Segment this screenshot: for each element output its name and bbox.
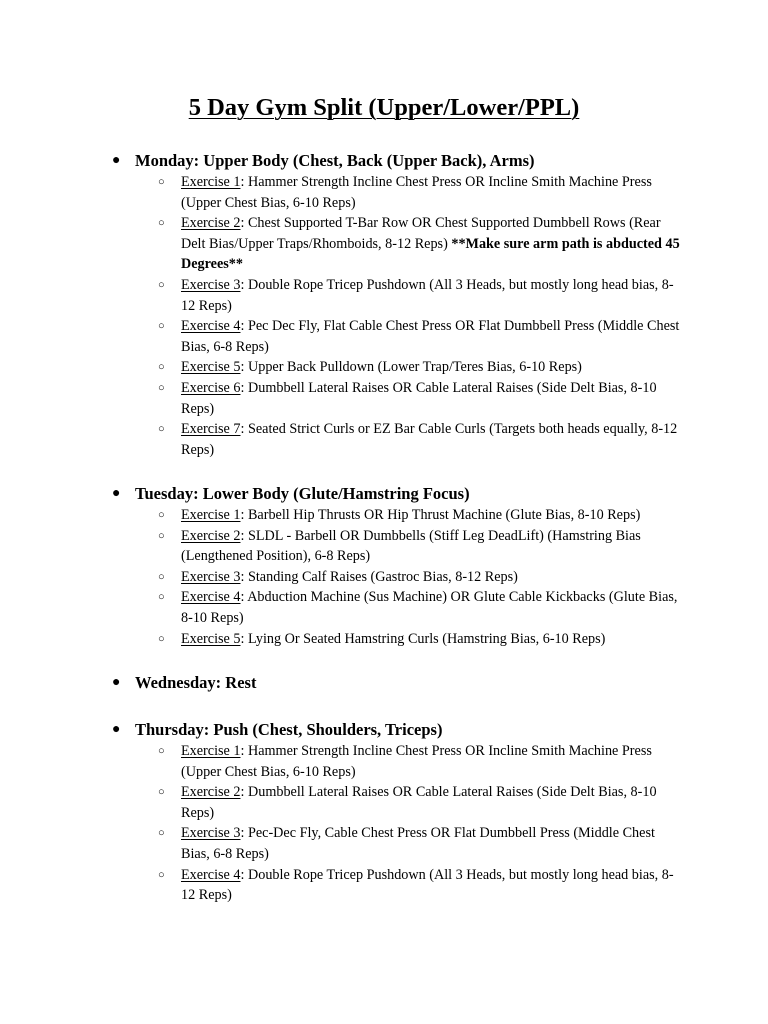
bullet-icon: ● bbox=[112, 722, 121, 737]
exercise-description: : Chest Supported T-Bar Row OR Chest Supported Dumbbell Rows (Rear Delt Bias/Upper Traps/Rhomboids, 8-12 Reps) bbox=[181, 215, 661, 252]
hollow-circle-bullet-icon: ○ bbox=[158, 529, 165, 542]
exercise-item bbox=[0, 741, 681, 782]
exercise-label: Exercise 4 bbox=[181, 866, 241, 883]
hollow-circle-bullet-icon: ○ bbox=[158, 361, 165, 374]
exercise-item bbox=[0, 316, 681, 357]
exercise-label: Exercise 4 bbox=[181, 318, 241, 335]
exercise-description: : Pec-Dec Fly, Cable Chest Press OR Flat Dumbbell Press (Middle Chest Bias, 6-8 Reps) bbox=[181, 825, 655, 862]
hollow-circle-bullet-icon: ○ bbox=[158, 632, 165, 645]
hollow-circle-bullet-icon: ○ bbox=[158, 278, 165, 291]
hollow-circle-bullet-icon: ○ bbox=[158, 827, 165, 840]
bullet-icon: ● bbox=[112, 486, 121, 501]
exercise-list bbox=[0, 741, 768, 906]
exercise-item bbox=[0, 357, 681, 378]
day-heading bbox=[0, 719, 768, 741]
exercise-description: : Barbell Hip Thrusts OR Hip Thrust Machine (Glute Bias, 8-10 Reps) bbox=[240, 507, 641, 523]
hollow-circle-bullet-icon: ○ bbox=[158, 509, 165, 521]
exercise-item bbox=[0, 865, 681, 906]
exercise-description: : Lying Or Seated Hamstring Curls (Hamstring Bias, 6-10 Reps) bbox=[240, 630, 606, 647]
exercise-description: : Standing Calf Raises (Gastroc Bias, 8-12 Reps) bbox=[240, 568, 518, 585]
exercise-item bbox=[0, 213, 681, 275]
hollow-circle-bullet-icon: ○ bbox=[158, 591, 165, 604]
exercise-label: Exercise 3 bbox=[181, 276, 241, 293]
exercise-item bbox=[0, 526, 681, 567]
day-heading bbox=[0, 150, 768, 172]
day-title: Wednesday: Rest bbox=[135, 673, 257, 692]
exercise-item bbox=[0, 782, 681, 823]
exercise-description: : SLDL - Barbell OR Dumbbells (Stiff Leg DeadLift) (Hamstring Bias (Lengthened Position), 6-8 Reps) bbox=[181, 527, 641, 565]
hollow-circle-bullet-icon: ○ bbox=[158, 570, 165, 583]
hollow-circle-bullet-icon: ○ bbox=[158, 868, 165, 881]
document-title-text: 5 Day Gym Split (Upper/Lower/PPL) bbox=[188, 94, 580, 121]
exercise-item bbox=[0, 823, 681, 864]
exercise-item bbox=[0, 505, 681, 526]
exercise-description: : Pec Dec Fly, Flat Cable Chest Press OR Flat Dumbbell Press (Middle Chest Bias, 6-8 Reps) bbox=[181, 318, 680, 355]
hollow-circle-bullet-icon: ○ bbox=[158, 320, 165, 333]
exercise-description: : Hammer Strength Incline Chest Press OR Incline Smith Machine Press (Upper Chest Bias, 6-10 Reps) bbox=[181, 743, 652, 780]
exercise-note: **Make sure arm path is abducted 45 Degrees** bbox=[181, 235, 680, 273]
day-title: Monday: Upper Body (Chest, Back (Upper Back), Arms) bbox=[135, 151, 535, 170]
exercise-item bbox=[0, 419, 681, 460]
day-section bbox=[0, 150, 768, 460]
exercise-label: Exercise 2 bbox=[181, 527, 241, 544]
exercise-description: : Dumbbell Lateral Raises OR Cable Lateral Raises (Side Delt Bias, 8-10 Reps) bbox=[181, 379, 657, 417]
exercise-description: : Seated Strict Curls or EZ Bar Cable Curls (Targets both heads equally, 8-12 Reps) bbox=[181, 421, 678, 458]
day-title: Tuesday: Lower Body (Glute/Hamstring Focus) bbox=[135, 484, 470, 503]
hollow-circle-bullet-icon: ○ bbox=[158, 381, 165, 394]
bullet-icon: ● bbox=[112, 675, 121, 690]
exercise-item bbox=[0, 629, 681, 650]
exercise-label: Exercise 2 bbox=[181, 215, 241, 232]
exercise-list bbox=[0, 172, 768, 460]
exercise-label: Exercise 6 bbox=[181, 379, 241, 396]
bullet-icon: ● bbox=[112, 153, 121, 168]
hollow-circle-bullet-icon: ○ bbox=[158, 745, 165, 757]
exercise-label: Exercise 1 bbox=[181, 743, 241, 759]
day-heading bbox=[0, 483, 768, 505]
exercise-item bbox=[0, 275, 681, 316]
exercise-description: : Upper Back Pulldown (Lower Trap/Teres Bias, 6-10 Reps) bbox=[240, 359, 582, 376]
exercise-description: : Double Rope Tricep Pushdown (All 3 Heads, but mostly long head bias, 8-12 Reps) bbox=[181, 866, 674, 904]
day-section bbox=[0, 672, 768, 694]
exercise-list bbox=[0, 505, 768, 649]
exercise-item bbox=[0, 378, 681, 419]
exercise-label: Exercise 1 bbox=[181, 507, 241, 523]
document-title bbox=[0, 92, 768, 124]
exercise-label: Exercise 4 bbox=[181, 589, 241, 606]
exercise-description: : Double Rope Tricep Pushdown (All 3 Heads, but mostly long head bias, 8-12 Reps) bbox=[181, 276, 674, 314]
exercise-label: Exercise 1 bbox=[181, 174, 241, 190]
exercise-item bbox=[0, 172, 681, 213]
day-section bbox=[0, 719, 768, 906]
hollow-circle-bullet-icon: ○ bbox=[158, 217, 165, 230]
hollow-circle-bullet-icon: ○ bbox=[158, 786, 165, 799]
exercise-item bbox=[0, 567, 681, 588]
exercise-label: Exercise 3 bbox=[181, 568, 241, 585]
exercise-description: : Abduction Machine (Sus Machine) OR Glute Cable Kickbacks (Glute Bias, 8-10 Reps) bbox=[181, 589, 678, 626]
hollow-circle-bullet-icon: ○ bbox=[158, 423, 165, 436]
exercise-label: Exercise 3 bbox=[181, 825, 241, 842]
day-title: Thursday: Push (Chest, Shoulders, Triceps) bbox=[135, 720, 443, 739]
exercise-label: Exercise 7 bbox=[181, 421, 241, 438]
day-heading bbox=[0, 672, 768, 694]
exercise-description: : Dumbbell Lateral Raises OR Cable Lateral Raises (Side Delt Bias, 8-10 Reps) bbox=[181, 784, 657, 821]
day-section bbox=[0, 483, 768, 649]
exercise-description: : Hammer Strength Incline Chest Press OR Incline Smith Machine Press (Upper Chest Bias, 6-10 Reps) bbox=[181, 174, 652, 211]
exercise-label: Exercise 2 bbox=[181, 784, 241, 801]
exercise-label: Exercise 5 bbox=[181, 630, 241, 647]
exercise-label: Exercise 5 bbox=[181, 359, 241, 376]
exercise-item bbox=[0, 587, 681, 628]
hollow-circle-bullet-icon: ○ bbox=[158, 176, 165, 188]
